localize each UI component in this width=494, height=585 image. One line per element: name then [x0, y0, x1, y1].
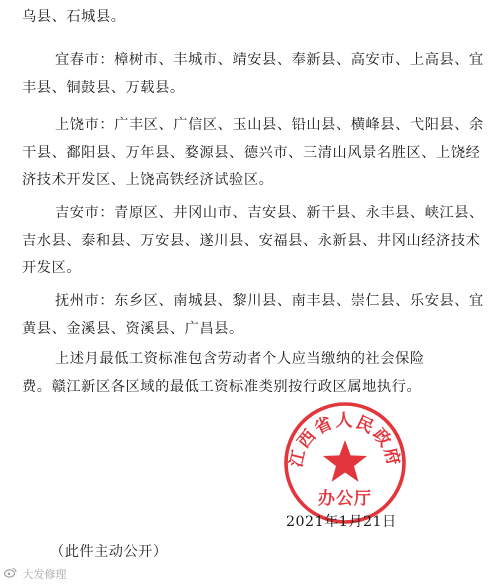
paragraph-fuzhou: [22, 288, 484, 343]
text-line: 吉安市：青原区、井冈山市、吉安县、新干县、永丰县、峡江县、: [55, 205, 484, 221]
text-line: 黄县、金溪县、资溪县、广昌县。: [22, 320, 244, 337]
text-line: 干县、鄱阳县、万年县、婺源县、德兴市、三清山风景名胜区、上饶经: [22, 144, 481, 161]
text-line: 吉水县、泰和县、万安县、遂川县、安福县、永新县、井冈山经济技术: [22, 232, 481, 249]
public-disclosure-note: （此件主动公开）: [50, 544, 168, 560]
text-line: 开发区。: [22, 260, 82, 276]
paragraph-jian: [22, 200, 484, 283]
watermark: [4, 566, 67, 582]
text-line: 上饶市：广丰区、广信区、玉山县、铅山县、横峰县、弋阳县、余: [55, 117, 484, 133]
seal-bottom-text: 办公厅: [318, 489, 372, 509]
text-line: 丰县、铜鼓县、万载县。: [22, 79, 185, 96]
official-seal: [280, 398, 410, 528]
paragraph-wage-note: [22, 346, 472, 401]
watermark-text: 大发修理: [22, 568, 67, 581]
paragraph-continuation: [22, 4, 472, 32]
seal-star-icon: [323, 440, 367, 482]
text-line: 抚州市：东乡区、南城县、黎川县、南丰县、崇仁县、乐安县、宜: [55, 293, 484, 309]
signing-date: 2021年1月21日: [286, 514, 397, 530]
weibo-icon: [4, 567, 17, 578]
text-line: 济技术开发区、上饶高铁经济试验区。: [22, 172, 274, 188]
paragraph-yichun: [22, 47, 484, 102]
text-line: 费。赣江新区各区域的最低工资标准类别按行政区属地执行。: [22, 378, 422, 395]
seal-arc-text: 江西省人民政府: [286, 411, 404, 470]
text-line: 上述月最低工资标准包含劳动者个人应当缴纳的社会保险: [55, 351, 425, 367]
text-line: 乌县、石城县。: [22, 9, 126, 25]
text-line: 宜春市：樟树市、丰城市、靖安县、奉新县、高安市、上高县、宜: [55, 52, 484, 68]
paragraph-shangrao: [22, 112, 484, 195]
